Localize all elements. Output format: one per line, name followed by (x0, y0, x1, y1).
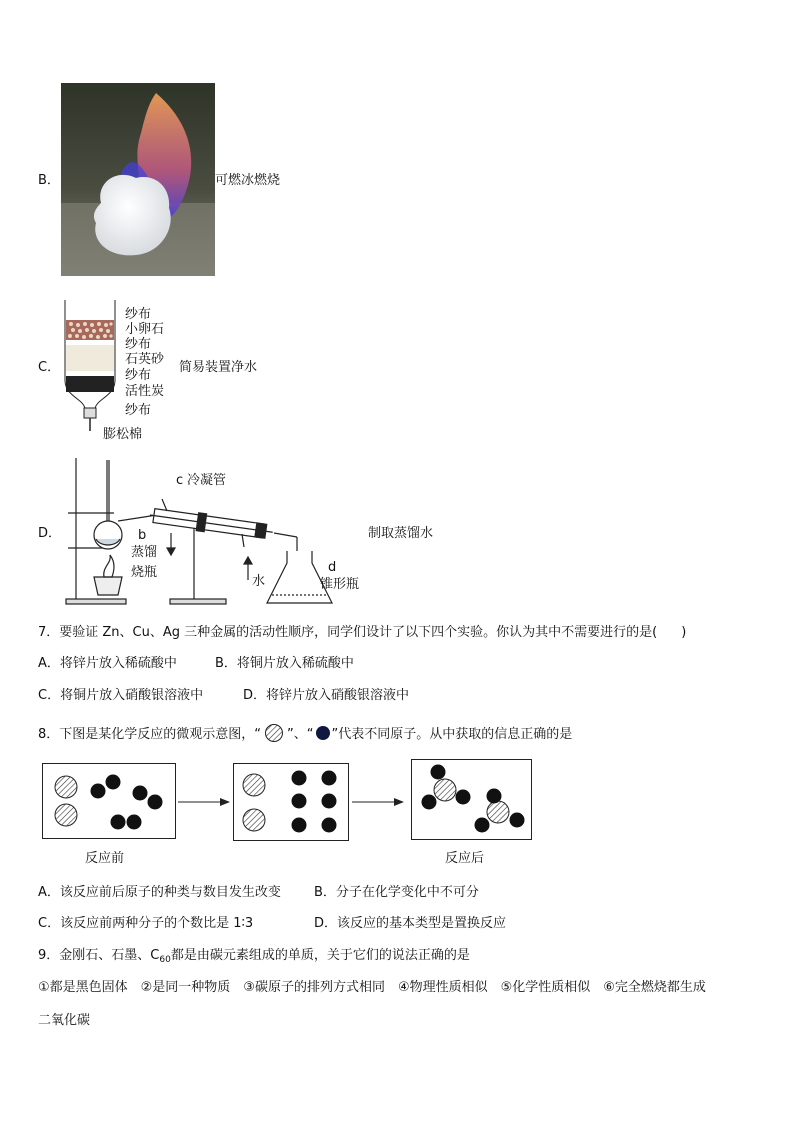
q8-option-a: A．该反应前后原子的种类与数目发生改变 (38, 885, 281, 900)
reaction-before-box (42, 763, 176, 839)
q8-option-d: D．该反应的基本类型是置换反应 (314, 916, 507, 931)
label-before-reaction: 反应前 (85, 851, 125, 866)
q8-option-b: B．分子在化学变化中不可分 (314, 885, 479, 900)
label-after-reaction: 反应后 (445, 851, 485, 866)
q9-stem-post: 都是由碳元素组成的单质，关于它们的说法正确的是 (170, 948, 470, 963)
dark-atom-icon (314, 724, 332, 742)
filter-layer-label: 纱布 (125, 337, 152, 352)
q7-option-d: D．将锌片放入硝酸银溶液中 (243, 688, 410, 703)
option-d-caption: 制取蒸馏水 (368, 526, 434, 541)
q7-stem-text: 7．要验证 Zn、Cu、Ag 三种金属的活动性顺序，同学们设计了以下四个实验。你认为其中不需要进行的是( (38, 625, 658, 640)
option-b-caption: 可燃冰燃烧 (215, 173, 281, 188)
filter-layer-label: 活性炭 (125, 384, 165, 399)
filter-layer-label: 石英砂 (125, 352, 165, 367)
filter-layer-label: 小卵石 (125, 322, 165, 337)
q9-options-line-1: ①都是黑色固体 ②是同一种物质 ③碳原子的排列方式相同 ④物理性质相似 ⑤化学性质相似 ⑥完全燃烧都生成 (38, 980, 706, 995)
q7-stem (38, 625, 686, 641)
q8-stem (38, 724, 572, 743)
label-b: b (138, 528, 147, 543)
label-c: c (176, 473, 184, 488)
label-conical-flask: 锥形瓶 (320, 577, 360, 592)
q9-options-line-2: 二氧化碳 (38, 1013, 91, 1028)
filter-layer-label: 纱布 (125, 403, 152, 418)
label-flask-2: 烧瓶 (131, 565, 158, 580)
hatched-atom-icon (261, 724, 287, 742)
q7-stem-end: ) (681, 625, 687, 640)
filter-layer-label: 纱布 (125, 368, 152, 383)
burning-ice-photo (61, 83, 215, 276)
label-water: 水 (252, 574, 266, 589)
filter-layer-label: 纱布 (125, 307, 152, 322)
q7-option-b: B．将铜片放入稀硫酸中 (215, 656, 354, 671)
q7-option-c: C．将铜片放入硝酸银溶液中 (38, 688, 204, 703)
reaction-arrow-2 (350, 793, 406, 805)
reaction-middle-box (233, 763, 349, 841)
option-c-caption: 简易装置净水 (179, 360, 258, 375)
water-filter-diagram (60, 298, 120, 433)
reaction-arrow-1 (176, 793, 232, 805)
label-flask: 蒸馏 (131, 545, 158, 560)
q9-stem-pre: 9．金刚石、石墨、C (38, 948, 160, 963)
label-d: d (328, 560, 337, 575)
label-condenser: 冷凝管 (187, 473, 227, 488)
filter-bottom-label: 膨松棉 (103, 427, 143, 442)
q8-stem-post: ”代表不同原子。从中获取的信息正确的是 (331, 727, 573, 742)
q9-stem (38, 948, 470, 968)
q8-option-c: C．该反应前两种分子的个数比是 1∶3 (38, 916, 254, 931)
option-b-letter: B． (38, 173, 60, 188)
option-d-letter: D． (38, 526, 62, 541)
reaction-after-box (411, 759, 532, 840)
q8-stem-pre: 8．下图是某化学反应的微观示意图，“ (38, 727, 262, 742)
q7-option-a: A．将锌片放入稀硫酸中 (38, 656, 177, 671)
option-c-letter: C． (38, 360, 61, 375)
q8-stem-mid: ”、“ (287, 727, 314, 742)
q9-subscript: 60 (159, 955, 171, 965)
